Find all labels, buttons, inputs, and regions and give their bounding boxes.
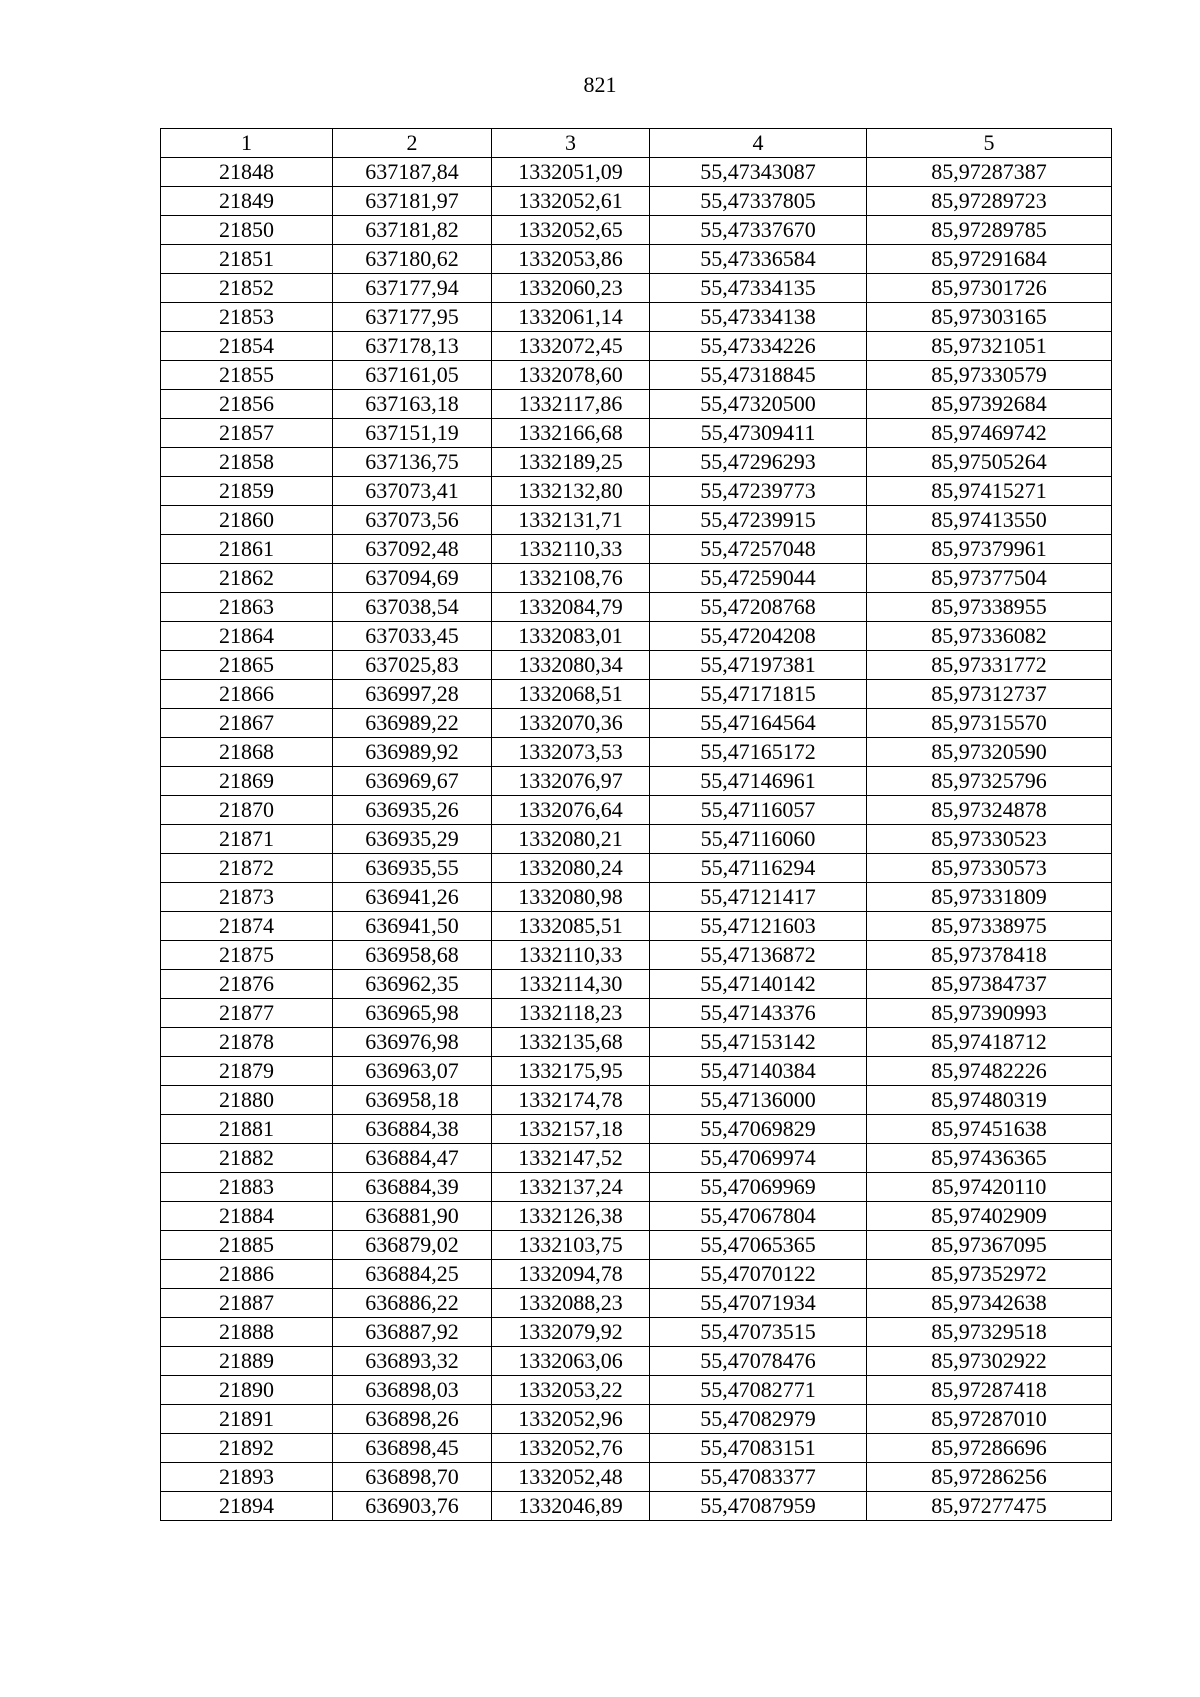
table-cell-col-4: 55,47069829: [650, 1115, 867, 1144]
table-cell-col-4: 55,47208768: [650, 593, 867, 622]
table-cell-col-1: 21870: [161, 796, 333, 825]
column-header-5: 5: [867, 129, 1112, 158]
table-cell-col-5: 85,97286696: [867, 1434, 1112, 1463]
table-cell-col-2: 636989,22: [333, 709, 492, 738]
table-row: [161, 361, 1112, 390]
coordinates-table: [160, 128, 1112, 1521]
table-cell-col-4: 55,47136000: [650, 1086, 867, 1115]
table-cell-col-1: 21850: [161, 216, 333, 245]
table-cell-col-2: 637177,94: [333, 274, 492, 303]
table-cell-col-3: 1332068,51: [492, 680, 650, 709]
table-cell-col-1: 21881: [161, 1115, 333, 1144]
table-cell-col-1: 21852: [161, 274, 333, 303]
table-cell-col-5: 85,97312737: [867, 680, 1112, 709]
table-cell-col-3: 1332147,52: [492, 1144, 650, 1173]
table-cell-col-4: 55,47334135: [650, 274, 867, 303]
table-cell-col-5: 85,97415271: [867, 477, 1112, 506]
table-cell-col-2: 637038,54: [333, 593, 492, 622]
table-cell-col-1: 21880: [161, 1086, 333, 1115]
table-row: [161, 622, 1112, 651]
table-cell-col-1: 21857: [161, 419, 333, 448]
table-cell-col-1: 21874: [161, 912, 333, 941]
table-cell-col-1: 21872: [161, 854, 333, 883]
table-row: [161, 1289, 1112, 1318]
table-cell-col-1: 21865: [161, 651, 333, 680]
table-cell-col-3: 1332072,45: [492, 332, 650, 361]
table-cell-col-2: 637151,19: [333, 419, 492, 448]
table-cell-col-2: 637025,83: [333, 651, 492, 680]
table-cell-col-4: 55,47083151: [650, 1434, 867, 1463]
table-cell-col-3: 1332078,60: [492, 361, 650, 390]
table-cell-col-4: 55,47116057: [650, 796, 867, 825]
table-cell-col-2: 636941,50: [333, 912, 492, 941]
table-cell-col-3: 1332073,53: [492, 738, 650, 767]
table-cell-col-5: 85,97321051: [867, 332, 1112, 361]
table-cell-col-5: 85,97402909: [867, 1202, 1112, 1231]
table-cell-col-3: 1332052,61: [492, 187, 650, 216]
table-cell-col-4: 55,47164564: [650, 709, 867, 738]
table-row: [161, 216, 1112, 245]
table-cell-col-3: 1332174,78: [492, 1086, 650, 1115]
table-cell-col-2: 637181,97: [333, 187, 492, 216]
table-cell-col-5: 85,97480319: [867, 1086, 1112, 1115]
table-cell-col-4: 55,47296293: [650, 448, 867, 477]
table-cell-col-2: 636958,68: [333, 941, 492, 970]
table-cell-col-5: 85,97331809: [867, 883, 1112, 912]
table-cell-col-1: 21863: [161, 593, 333, 622]
table-cell-col-2: 637073,41: [333, 477, 492, 506]
table-row: [161, 767, 1112, 796]
table-cell-col-4: 55,47121603: [650, 912, 867, 941]
table-cell-col-5: 85,97303165: [867, 303, 1112, 332]
table-cell-col-4: 55,47121417: [650, 883, 867, 912]
table-cell-col-3: 1332052,96: [492, 1405, 650, 1434]
table-cell-col-3: 1332135,68: [492, 1028, 650, 1057]
table-cell-col-5: 85,97418712: [867, 1028, 1112, 1057]
table-cell-col-3: 1332126,38: [492, 1202, 650, 1231]
table-cell-col-4: 55,47239773: [650, 477, 867, 506]
table-cell-col-1: 21873: [161, 883, 333, 912]
table-cell-col-1: 21887: [161, 1289, 333, 1318]
table-cell-col-5: 85,97277475: [867, 1492, 1112, 1521]
table-cell-col-3: 1332063,06: [492, 1347, 650, 1376]
table-row: [161, 1231, 1112, 1260]
table-cell-col-1: 21859: [161, 477, 333, 506]
table-cell-col-3: 1332080,98: [492, 883, 650, 912]
table-cell-col-4: 55,47065365: [650, 1231, 867, 1260]
table-cell-col-3: 1332076,64: [492, 796, 650, 825]
table-cell-col-4: 55,47069969: [650, 1173, 867, 1202]
table-cell-col-2: 637161,05: [333, 361, 492, 390]
table-cell-col-2: 637178,13: [333, 332, 492, 361]
table-cell-col-2: 636989,92: [333, 738, 492, 767]
table-cell-col-5: 85,97329518: [867, 1318, 1112, 1347]
table-cell-col-4: 55,47073515: [650, 1318, 867, 1347]
table-row: [161, 1492, 1112, 1521]
table-row: [161, 1086, 1112, 1115]
table-cell-col-4: 55,47165172: [650, 738, 867, 767]
table-cell-col-5: 85,97505264: [867, 448, 1112, 477]
table-cell-col-4: 55,47070122: [650, 1260, 867, 1289]
table-cell-col-2: 636976,98: [333, 1028, 492, 1057]
column-header-4: 4: [650, 129, 867, 158]
table-cell-col-3: 1332166,68: [492, 419, 650, 448]
table-cell-col-5: 85,97338955: [867, 593, 1112, 622]
table-row: [161, 535, 1112, 564]
table-cell-col-1: 21888: [161, 1318, 333, 1347]
table-cell-col-1: 21856: [161, 390, 333, 419]
table-cell-col-2: 636884,25: [333, 1260, 492, 1289]
table-cell-col-1: 21894: [161, 1492, 333, 1521]
table-cell-col-2: 637187,84: [333, 158, 492, 187]
table-cell-col-5: 85,97287387: [867, 158, 1112, 187]
table-cell-col-4: 55,47116060: [650, 825, 867, 854]
table-cell-col-2: 636879,02: [333, 1231, 492, 1260]
table-cell-col-5: 85,97451638: [867, 1115, 1112, 1144]
table-row: [161, 332, 1112, 361]
table-cell-col-4: 55,47309411: [650, 419, 867, 448]
table-cell-col-5: 85,97392684: [867, 390, 1112, 419]
table-cell-col-4: 55,47136872: [650, 941, 867, 970]
table-cell-col-3: 1332088,23: [492, 1289, 650, 1318]
table-cell-col-3: 1332157,18: [492, 1115, 650, 1144]
table-cell-col-4: 55,47334226: [650, 332, 867, 361]
table-cell-col-2: 636881,90: [333, 1202, 492, 1231]
table-cell-col-1: 21848: [161, 158, 333, 187]
table-cell-col-5: 85,97336082: [867, 622, 1112, 651]
table-row: [161, 1405, 1112, 1434]
table-cell-col-5: 85,97482226: [867, 1057, 1112, 1086]
table-cell-col-3: 1332053,86: [492, 245, 650, 274]
table-cell-col-2: 636898,03: [333, 1376, 492, 1405]
table-row: [161, 1028, 1112, 1057]
table-cell-col-2: 636935,26: [333, 796, 492, 825]
table-cell-col-2: 636935,55: [333, 854, 492, 883]
table-cell-col-2: 636958,18: [333, 1086, 492, 1115]
table-cell-col-1: 21871: [161, 825, 333, 854]
table-cell-col-2: 636884,47: [333, 1144, 492, 1173]
table-cell-col-1: 21869: [161, 767, 333, 796]
table-cell-col-3: 1332046,89: [492, 1492, 650, 1521]
table-cell-col-1: 21853: [161, 303, 333, 332]
table-cell-col-5: 85,97325796: [867, 767, 1112, 796]
table-cell-col-2: 636898,45: [333, 1434, 492, 1463]
table-cell-col-2: 637094,69: [333, 564, 492, 593]
table-row: [161, 1463, 1112, 1492]
table-row: [161, 303, 1112, 332]
table-cell-col-4: 55,47140384: [650, 1057, 867, 1086]
table-cell-col-4: 55,47320500: [650, 390, 867, 419]
table-row: [161, 506, 1112, 535]
table-row: [161, 1144, 1112, 1173]
table-row: [161, 390, 1112, 419]
table-cell-col-4: 55,47143376: [650, 999, 867, 1028]
table-cell-col-1: 21855: [161, 361, 333, 390]
table-cell-col-5: 85,97342638: [867, 1289, 1112, 1318]
table-cell-col-2: 636884,39: [333, 1173, 492, 1202]
table-row: [161, 158, 1112, 187]
table-cell-col-2: 636898,70: [333, 1463, 492, 1492]
table-cell-col-4: 55,47140142: [650, 970, 867, 999]
table-cell-col-5: 85,97320590: [867, 738, 1112, 767]
table-row: [161, 1434, 1112, 1463]
table-cell-col-2: 636935,29: [333, 825, 492, 854]
table-cell-col-4: 55,47197381: [650, 651, 867, 680]
table-cell-col-1: 21883: [161, 1173, 333, 1202]
table-cell-col-3: 1332114,30: [492, 970, 650, 999]
table-cell-col-2: 636969,67: [333, 767, 492, 796]
table-cell-col-5: 85,97338975: [867, 912, 1112, 941]
table-row: [161, 274, 1112, 303]
table-cell-col-1: 21854: [161, 332, 333, 361]
table-cell-col-5: 85,97287010: [867, 1405, 1112, 1434]
table-cell-col-5: 85,97330523: [867, 825, 1112, 854]
table-cell-col-2: 637177,95: [333, 303, 492, 332]
table-row: [161, 448, 1112, 477]
table-row: [161, 1376, 1112, 1405]
table-cell-col-1: 21864: [161, 622, 333, 651]
table-cell-col-4: 55,47146961: [650, 767, 867, 796]
table-cell-col-5: 85,97436365: [867, 1144, 1112, 1173]
table-row: [161, 593, 1112, 622]
table-cell-col-4: 55,47257048: [650, 535, 867, 564]
table-cell-col-4: 55,47239915: [650, 506, 867, 535]
table-cell-col-2: 636903,76: [333, 1492, 492, 1521]
table-cell-col-1: 21876: [161, 970, 333, 999]
table-row: [161, 245, 1112, 274]
table-cell-col-1: 21868: [161, 738, 333, 767]
table-cell-col-3: 1332085,51: [492, 912, 650, 941]
table-cell-col-5: 85,97469742: [867, 419, 1112, 448]
table-header-row: [161, 129, 1112, 158]
table-cell-col-3: 1332118,23: [492, 999, 650, 1028]
table-cell-col-4: 55,47336584: [650, 245, 867, 274]
table-row: [161, 477, 1112, 506]
table-cell-col-4: 55,47337670: [650, 216, 867, 245]
table-cell-col-5: 85,97390993: [867, 999, 1112, 1028]
table-cell-col-3: 1332076,97: [492, 767, 650, 796]
table-row: [161, 738, 1112, 767]
table-cell-col-3: 1332070,36: [492, 709, 650, 738]
table-row: [161, 419, 1112, 448]
table-cell-col-2: 636887,92: [333, 1318, 492, 1347]
table-cell-col-3: 1332060,23: [492, 274, 650, 303]
table-cell-col-4: 55,47067804: [650, 1202, 867, 1231]
table-cell-col-5: 85,97315570: [867, 709, 1112, 738]
table-row: [161, 564, 1112, 593]
table-cell-col-3: 1332175,95: [492, 1057, 650, 1086]
table-cell-col-5: 85,97377504: [867, 564, 1112, 593]
table-cell-col-3: 1332084,79: [492, 593, 650, 622]
table-cell-col-1: 21849: [161, 187, 333, 216]
table-cell-col-1: 21879: [161, 1057, 333, 1086]
table-cell-col-2: 636963,07: [333, 1057, 492, 1086]
table-cell-col-3: 1332132,80: [492, 477, 650, 506]
table-cell-col-2: 636893,32: [333, 1347, 492, 1376]
table-cell-col-3: 1332080,21: [492, 825, 650, 854]
table-row: [161, 187, 1112, 216]
table-cell-col-2: 636886,22: [333, 1289, 492, 1318]
table-cell-col-1: 21867: [161, 709, 333, 738]
table-cell-col-5: 85,97330573: [867, 854, 1112, 883]
table-cell-col-2: 637033,45: [333, 622, 492, 651]
column-header-2: 2: [333, 129, 492, 158]
table-cell-col-3: 1332137,24: [492, 1173, 650, 1202]
table-cell-col-3: 1332131,71: [492, 506, 650, 535]
table-cell-col-5: 85,97324878: [867, 796, 1112, 825]
table-cell-col-3: 1332052,65: [492, 216, 650, 245]
table-cell-col-1: 21878: [161, 1028, 333, 1057]
column-header-3: 3: [492, 129, 650, 158]
table-cell-col-1: 21860: [161, 506, 333, 535]
table-cell-col-1: 21851: [161, 245, 333, 274]
table-cell-col-3: 1332051,09: [492, 158, 650, 187]
table-cell-col-2: 637136,75: [333, 448, 492, 477]
table-cell-col-1: 21890: [161, 1376, 333, 1405]
table-cell-col-2: 637073,56: [333, 506, 492, 535]
table-cell-col-3: 1332094,78: [492, 1260, 650, 1289]
table-cell-col-3: 1332079,92: [492, 1318, 650, 1347]
table-cell-col-2: 636962,35: [333, 970, 492, 999]
table-row: [161, 1347, 1112, 1376]
table-body: [161, 158, 1112, 1521]
table-cell-col-4: 55,47171815: [650, 680, 867, 709]
table-cell-col-4: 55,47334138: [650, 303, 867, 332]
table-cell-col-1: 21892: [161, 1434, 333, 1463]
table-row: [161, 1115, 1112, 1144]
table-cell-col-5: 85,97302922: [867, 1347, 1112, 1376]
table-cell-col-3: 1332083,01: [492, 622, 650, 651]
table-cell-col-3: 1332052,76: [492, 1434, 650, 1463]
column-header-1: 1: [161, 129, 333, 158]
table-cell-col-3: 1332108,76: [492, 564, 650, 593]
table-cell-col-2: 636941,26: [333, 883, 492, 912]
table-cell-col-1: 21893: [161, 1463, 333, 1492]
table-cell-col-2: 636884,38: [333, 1115, 492, 1144]
table-cell-col-4: 55,47153142: [650, 1028, 867, 1057]
table-cell-col-4: 55,47082979: [650, 1405, 867, 1434]
table-cell-col-4: 55,47204208: [650, 622, 867, 651]
table-cell-col-5: 85,97289723: [867, 187, 1112, 216]
table-cell-col-5: 85,97330579: [867, 361, 1112, 390]
table-cell-col-2: 637181,82: [333, 216, 492, 245]
table-cell-col-5: 85,97291684: [867, 245, 1112, 274]
table-cell-col-3: 1332052,48: [492, 1463, 650, 1492]
table-cell-col-1: 21886: [161, 1260, 333, 1289]
table-cell-col-4: 55,47318845: [650, 361, 867, 390]
table-cell-col-5: 85,97378418: [867, 941, 1112, 970]
table-cell-col-1: 21885: [161, 1231, 333, 1260]
table-cell-col-5: 85,97379961: [867, 535, 1112, 564]
table-cell-col-3: 1332103,75: [492, 1231, 650, 1260]
table-cell-col-5: 85,97413550: [867, 506, 1112, 535]
table-cell-col-4: 55,47116294: [650, 854, 867, 883]
table-cell-col-2: 637180,62: [333, 245, 492, 274]
table-cell-col-3: 1332053,22: [492, 1376, 650, 1405]
table-cell-col-5: 85,97289785: [867, 216, 1112, 245]
table-cell-col-5: 85,97331772: [867, 651, 1112, 680]
table-cell-col-4: 55,47083377: [650, 1463, 867, 1492]
table-cell-col-4: 55,47259044: [650, 564, 867, 593]
table-cell-col-2: 636997,28: [333, 680, 492, 709]
page-number: 821: [583, 72, 617, 97]
table-cell-col-1: 21889: [161, 1347, 333, 1376]
table-row: [161, 1318, 1112, 1347]
table-cell-col-5: 85,97367095: [867, 1231, 1112, 1260]
table-row: [161, 854, 1112, 883]
table-cell-col-4: 55,47078476: [650, 1347, 867, 1376]
table-row: [161, 999, 1112, 1028]
table-cell-col-1: 21884: [161, 1202, 333, 1231]
table-cell-col-4: 55,47337805: [650, 187, 867, 216]
table-cell-col-3: 1332110,33: [492, 535, 650, 564]
table-row: [161, 825, 1112, 854]
table-cell-col-3: 1332110,33: [492, 941, 650, 970]
table-cell-col-3: 1332189,25: [492, 448, 650, 477]
table-row: [161, 912, 1112, 941]
table-cell-col-2: 636965,98: [333, 999, 492, 1028]
table-cell-col-3: 1332117,86: [492, 390, 650, 419]
table-row: [161, 1260, 1112, 1289]
table-cell-col-5: 85,97301726: [867, 274, 1112, 303]
table-cell-col-3: 1332061,14: [492, 303, 650, 332]
table-cell-col-5: 85,97420110: [867, 1173, 1112, 1202]
table-cell-col-4: 55,47069974: [650, 1144, 867, 1173]
table-row: [161, 1057, 1112, 1086]
table-row: [161, 883, 1112, 912]
table-row: [161, 709, 1112, 738]
table-cell-col-1: 21877: [161, 999, 333, 1028]
table-cell-col-1: 21861: [161, 535, 333, 564]
table-cell-col-1: 21862: [161, 564, 333, 593]
table-cell-col-4: 55,47071934: [650, 1289, 867, 1318]
table-cell-col-1: 21866: [161, 680, 333, 709]
table-cell-col-2: 636898,26: [333, 1405, 492, 1434]
table-cell-col-1: 21891: [161, 1405, 333, 1434]
table-cell-col-4: 55,47082771: [650, 1376, 867, 1405]
table-row: [161, 941, 1112, 970]
table-row: [161, 796, 1112, 825]
table-cell-col-4: 55,47343087: [650, 158, 867, 187]
table-row: [161, 970, 1112, 999]
table-row: [161, 1173, 1112, 1202]
table-cell-col-3: 1332080,34: [492, 651, 650, 680]
table-cell-col-1: 21875: [161, 941, 333, 970]
table-cell-col-5: 85,97286256: [867, 1463, 1112, 1492]
table-row: [161, 680, 1112, 709]
table-cell-col-4: 55,47087959: [650, 1492, 867, 1521]
table-cell-col-5: 85,97352972: [867, 1260, 1112, 1289]
table-cell-col-1: 21858: [161, 448, 333, 477]
table-cell-col-2: 637092,48: [333, 535, 492, 564]
table-cell-col-1: 21882: [161, 1144, 333, 1173]
table-cell-col-5: 85,97384737: [867, 970, 1112, 999]
table-cell-col-5: 85,97287418: [867, 1376, 1112, 1405]
table-cell-col-3: 1332080,24: [492, 854, 650, 883]
table-cell-col-2: 637163,18: [333, 390, 492, 419]
table-row: [161, 1202, 1112, 1231]
table-row: [161, 651, 1112, 680]
